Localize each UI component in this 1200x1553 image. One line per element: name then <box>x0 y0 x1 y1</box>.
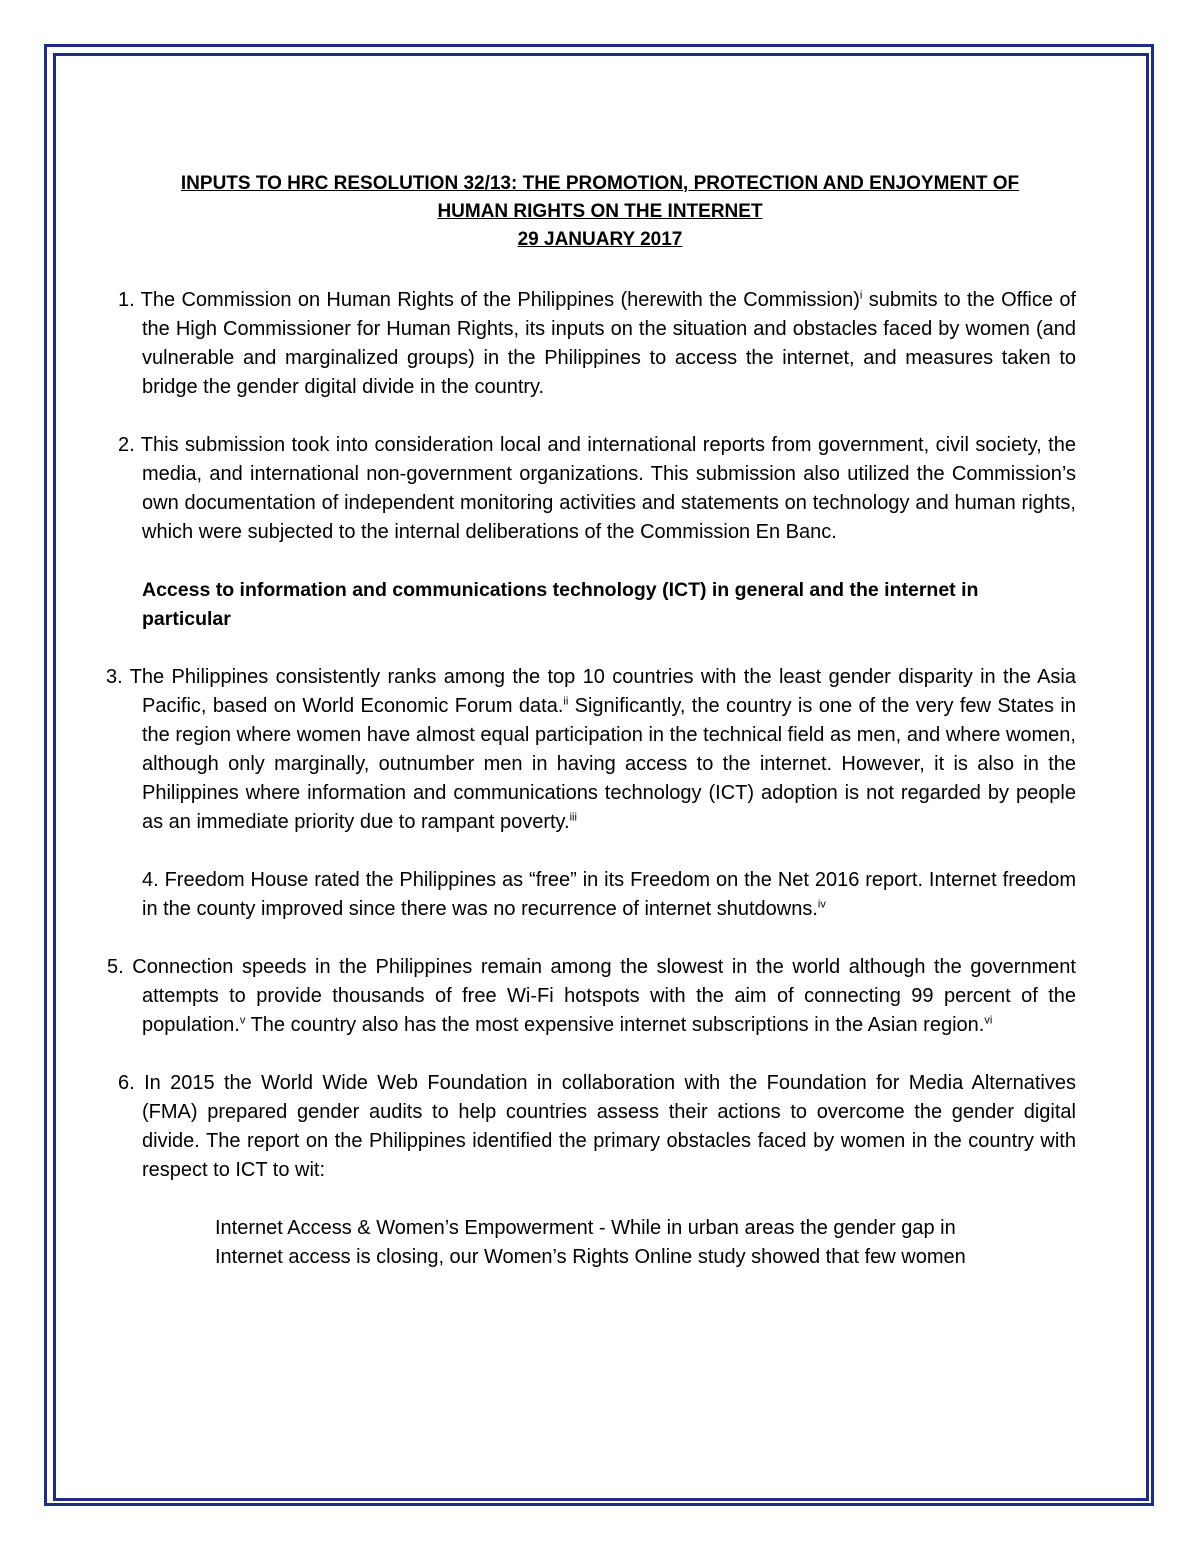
footnote-marker: v <box>239 1014 246 1027</box>
paragraph-6: 6. In 2015 the World Wide Web Foundation in collaboration with the Foundation for Media Alternatives (FMA) prepared gender audits to help countries assess their actions to overcome the gender digital divide. The report on the Philippines identified the primary obstacles faced by women in the country with respect to ICT to wit: <box>118 1072 1076 1181</box>
paragraph-number: 1. <box>118 289 135 311</box>
title-line-1: INPUTS TO HRC RESOLUTION 32/13: THE PROMOTION, PROTECTION AND ENJOYMENT OF <box>180 173 1020 194</box>
footnote-marker: ii <box>563 695 569 708</box>
footnote-marker: iii <box>569 811 577 824</box>
footnote-marker: i <box>859 289 863 302</box>
paragraph-5: 5. Connection speeds in the Philippines remain among the slowest in the world although the government attempts to provide thousands of free Wi-Fi hotspots with the aim of connecting 99 percent of the population.$^v$ The country also has the most expensive internet subscriptions in the Asian region.$^{vi}$ <box>107 956 1076 1036</box>
section-heading: Access to information and communications technology (ICT) in general and the internet in particular <box>142 579 979 630</box>
paragraph-number: 3. <box>106 666 123 688</box>
footnote-marker: vi <box>984 1014 993 1027</box>
paragraph-1: 1. The Commission on Human Rights of the Philippines (herewith the Commission)$^i$ submits to the Office of the High Commissioner for Human Rights, its inputs on the situation and obstacles faced by women (and vulnerable and marginalized groups) in the Philippines to access the internet, and measures taken to bridge the gender digital divide in the country. <box>118 289 1076 398</box>
document-title <box>80 170 1120 254</box>
paragraph-number: 2. <box>118 434 135 456</box>
paragraph-3: 3. The Philippines consistently ranks among the top 10 countries with the least gender disparity in the Asia Pacific, based on World Economic Forum data.$^{ii}$ Significantly, the country is one of the very few States in the region where women have almost equal participation in the technical field as men, and where women, although only marginally, outnumber men in having access to the internet. However, it is also in the Philippines where information and communications technology (ICT) adoption is not regarded by people as an immediate priority due to rampant poverty.$^{iii}$ <box>106 666 1076 833</box>
title-date: 29 JANUARY 2017 <box>517 229 683 250</box>
paragraph-2: 2. This submission took into consideration local and international reports from government, civil society, the media, and international non-government organizations. This submission also utilized the Commission’s own documentation of independent monitoring activities and statements on technology and human rights, which were subjected to the internal deliberations of the Commission En Banc. <box>118 434 1076 543</box>
paragraph-4: 4. Freedom House rated the Philippines as “free” in its Freedom on the Net 2016 report. Internet freedom in the county improved since there was no recurrence of internet shutdowns.$^{iv}$ <box>142 869 1077 920</box>
document-body <box>80 170 1120 1272</box>
block-quote: Internet Access & Women’s Empowerment - While in urban areas the gender gap in Internet access is closing, our Women’s Rights Online study showed that few women <box>215 1217 966 1268</box>
title-line-2: HUMAN RIGHTS ON THE INTERNET <box>437 201 763 222</box>
paragraph-number: 6. <box>118 1072 135 1094</box>
paragraph-number: 5. <box>107 956 124 978</box>
paragraph-number: 4. <box>142 869 159 891</box>
footnote-marker: iv <box>817 898 826 911</box>
